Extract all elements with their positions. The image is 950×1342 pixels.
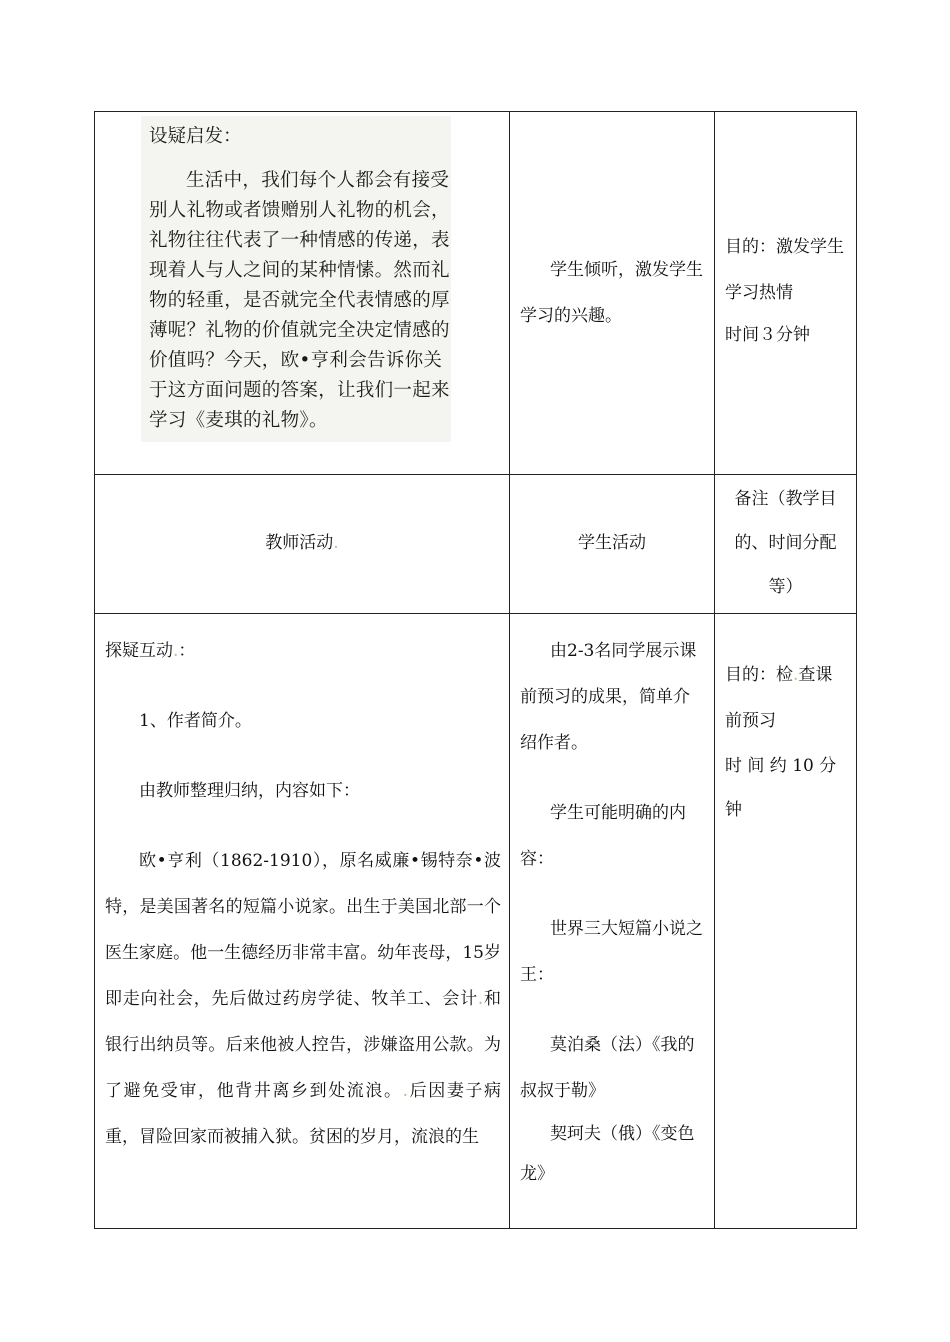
header-note: 备注（教学目的、时间分配等） [734, 489, 837, 597]
author-bio-c: 后因妻子病重，冒险回家而被捕入狱。贫困的岁月，流浪的生 [105, 1081, 502, 1147]
student-presentation: 由2-3名同学展示课前预习的成果，简单介绍作者。 [520, 641, 697, 753]
dot-mark: . [333, 533, 339, 553]
section-title: 探疑互动 [105, 641, 173, 661]
student-chekhov: 契珂夫（俄）《变色龙》 [520, 1124, 695, 1184]
content-row [95, 614, 857, 1229]
author-bio-b: 和银行出纳员等。后来他被人控告，涉嫌盗用公款。为了避免受审，他背井离乡到处流浪。 [105, 989, 502, 1101]
student-expected: 学生可能明确的内容： [520, 803, 686, 869]
content-note-cell [715, 614, 857, 1229]
note-time: 时 间 约 10 分钟 [725, 756, 837, 820]
author-bio-a: 欧•亨利（1862-1910），原名威廉•锡特奈•波特，是美国著名的短篇小说家。出生于美国北部一个医生家庭。他一生德经历非常丰富。幼年丧母，15岁即走向社会，先后做过药房学徒、牧羊工、会计 [105, 851, 501, 1009]
dot-mark: . [793, 665, 799, 685]
scanned-text-image [141, 116, 451, 442]
scan-heading: 设疑启发： [149, 126, 242, 147]
author-bio [105, 838, 501, 1160]
intro-note-time: 时间３分钟 [725, 325, 810, 345]
scan-paragraph: 生活中，我们每个人都会有接受别人礼物或者馈赠别人礼物的机会，礼物往往代表了一种情感的传递，表现着人与人之间的某种情愫。然而礼物的轻重，是否就完全代表情感的厚薄呢？礼物的价值就完全决定情感的价值吗？今天，欧•亨利会告诉你关于这方面问题的答案，让我们一起来学习《麦琪的礼物》。 [149, 170, 450, 431]
dot-mark: . [402, 1081, 409, 1101]
header-student: 学生活动 [578, 533, 646, 553]
section-title-colon: ： [178, 641, 196, 661]
dot-mark: . [173, 641, 179, 661]
intro-note-purpose: 目的：激发学生学习热情 [725, 237, 844, 303]
intro-note-cell [715, 112, 857, 475]
lesson-plan-table [94, 111, 857, 1229]
intro-row [95, 112, 857, 475]
header-student-cell [510, 475, 715, 614]
intro-student-text: 学生倾听，激发学生学习的兴趣。 [520, 260, 703, 326]
note-purpose-b: 查课前预习 [725, 665, 833, 731]
header-teacher: 教师活动 [265, 533, 334, 553]
student-three-kings: 世界三大短篇小说之王： [520, 919, 703, 985]
dot-mark: . [477, 989, 484, 1009]
item-author-intro: 1、作者简介。 [139, 711, 252, 731]
note-purpose-a: 目的：检 [725, 665, 793, 685]
content-teacher-cell [95, 614, 510, 1229]
intro-teacher-cell [95, 112, 510, 475]
summary-line: 由教师整理归纳，内容如下： [139, 781, 360, 801]
header-teacher-cell [95, 475, 510, 614]
content-student-cell [510, 614, 715, 1229]
student-maupassant: 莫泊桑（法）《我的叔叔于勒》 [520, 1035, 695, 1101]
header-row [95, 475, 857, 614]
intro-student-cell [510, 112, 715, 475]
header-note-cell [715, 475, 857, 614]
